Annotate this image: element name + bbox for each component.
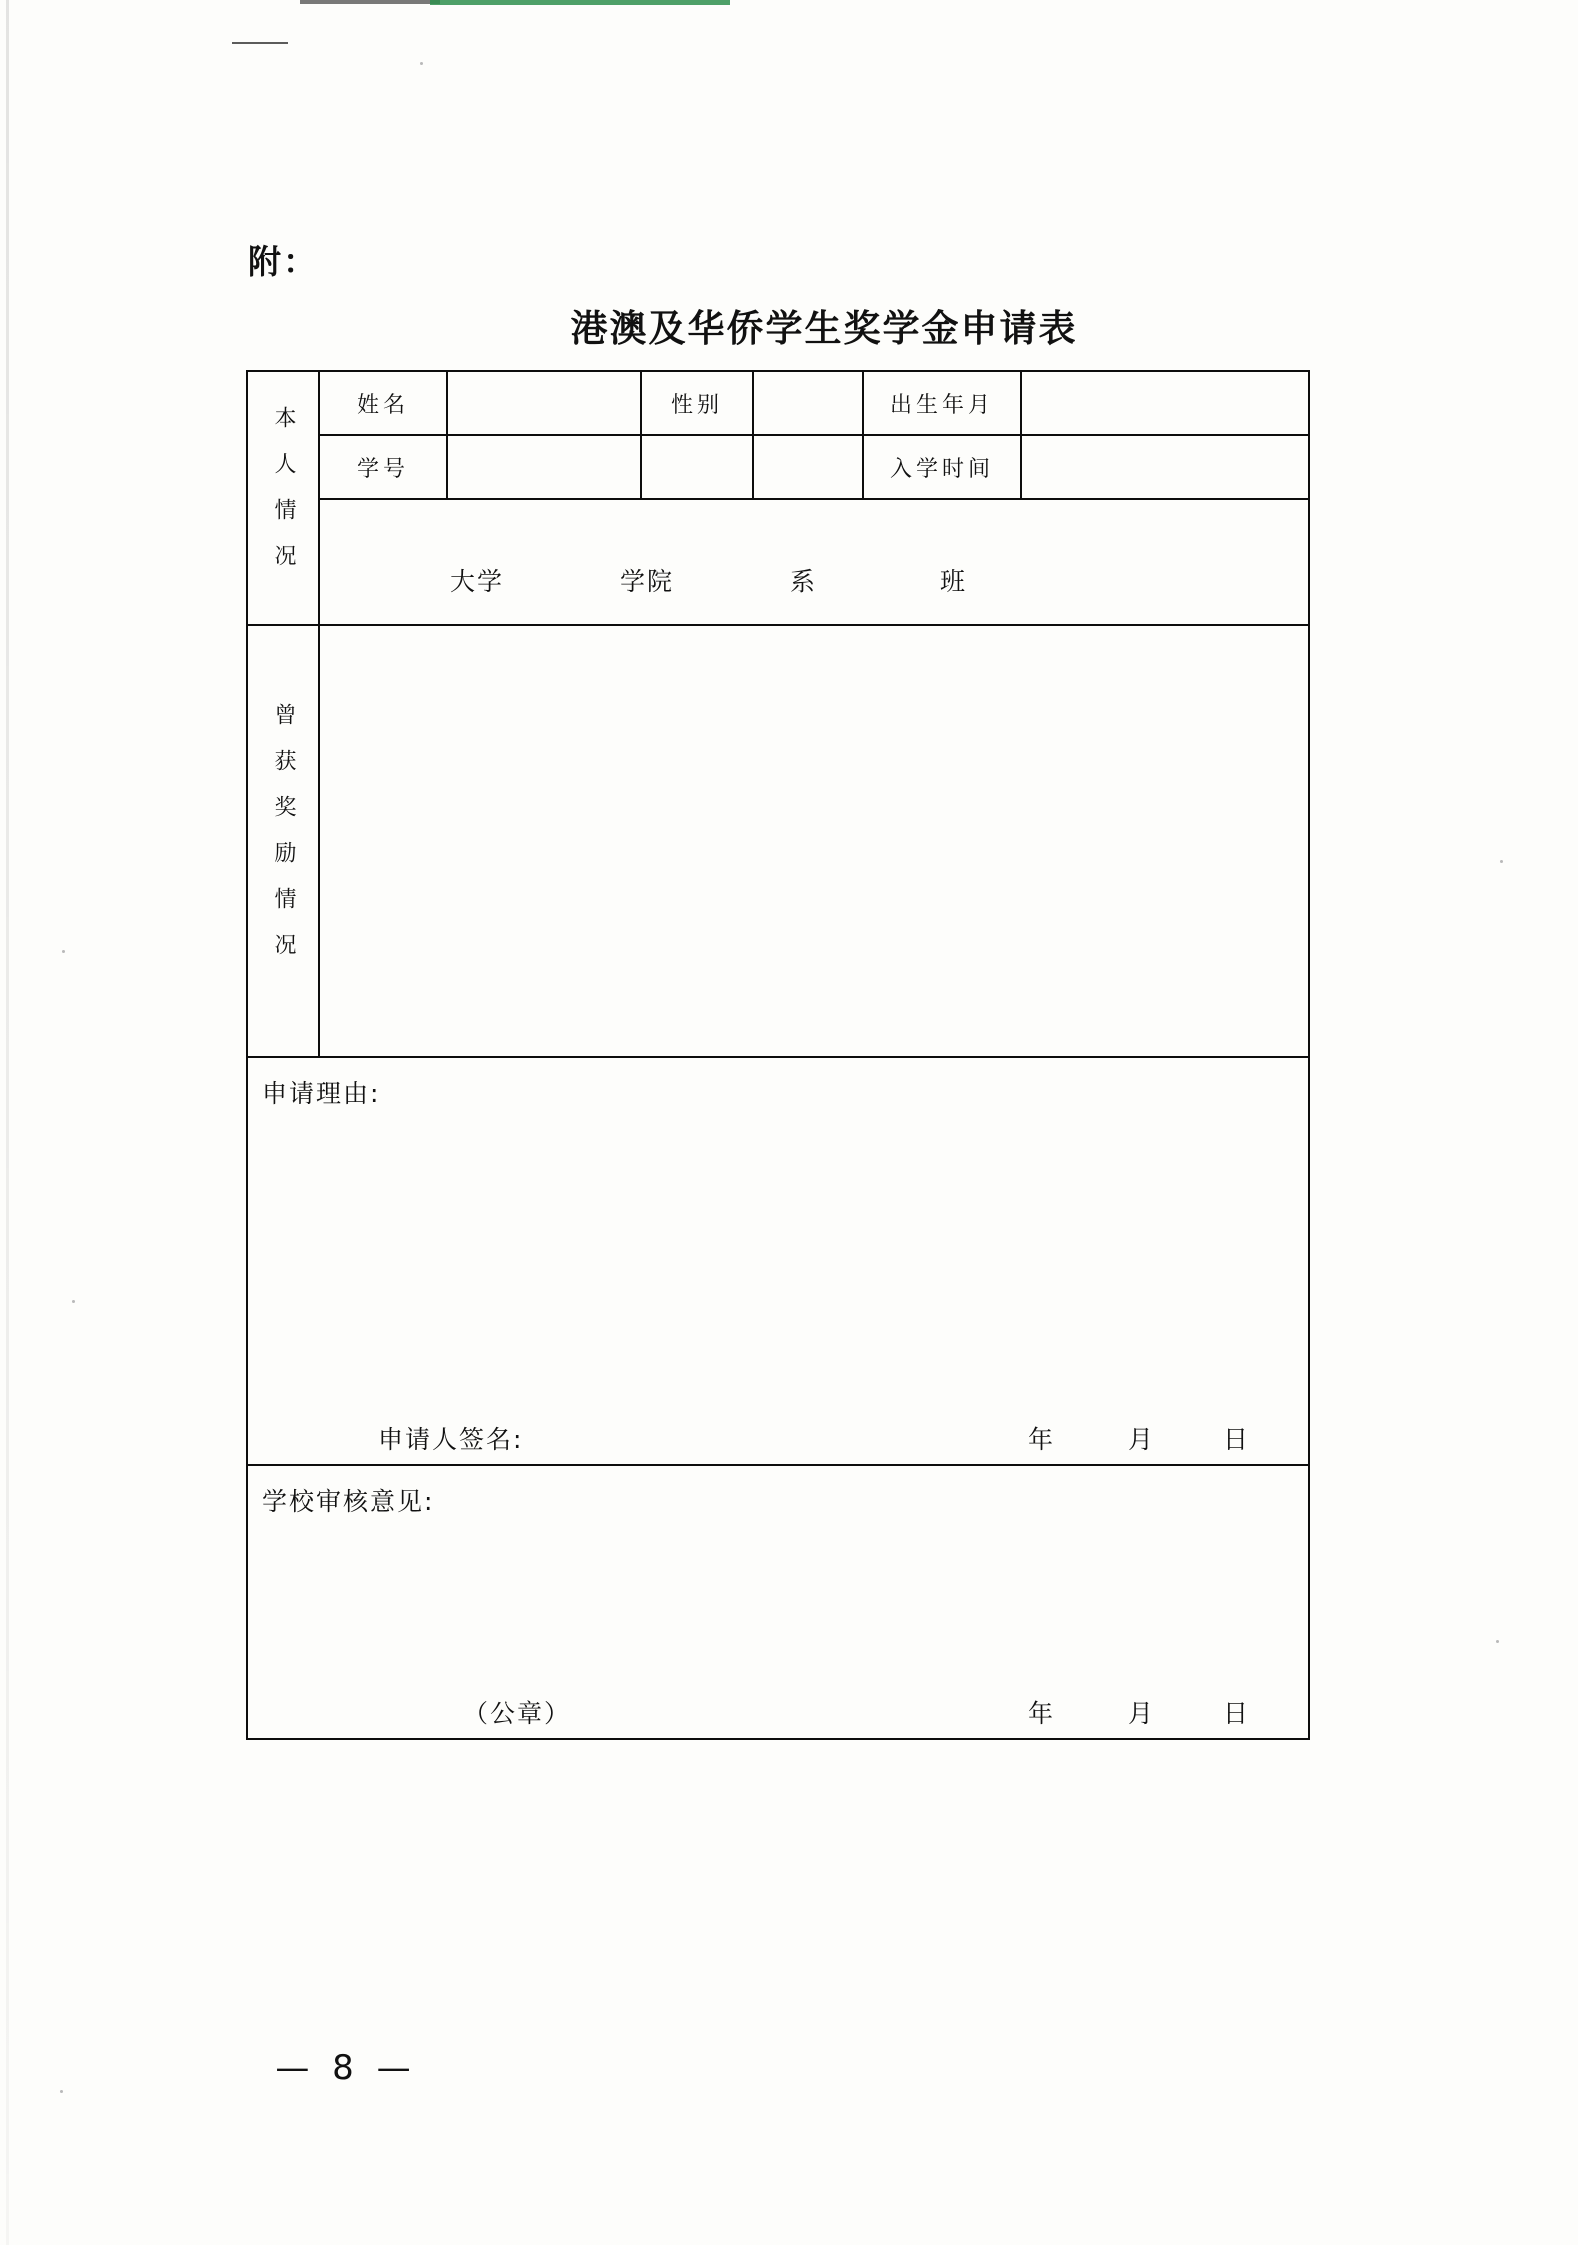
label-year-school: 年 [1028,1699,1054,1728]
label-class: 班 [940,567,968,596]
label-month-school: 月 [1128,1699,1154,1728]
application-reason-area [248,1058,1308,1464]
label-applicant-signature: 申请人签名: [378,1425,524,1454]
fold-mark [232,42,288,44]
page-title-text: 港澳及华侨学生奖学金申请表 [570,307,1078,350]
label-university: 大学 [450,567,505,596]
input-awards-text[interactable] [319,625,1309,1057]
row-label-awards [247,625,319,1057]
official-seal-row [248,1694,1308,1728]
spacer-cell-a [641,435,753,499]
school-review-area [248,1466,1308,1738]
label-official-seal: （公章） [463,1699,572,1728]
label-college: 学院 [620,567,675,596]
label-name: 姓名 [319,371,447,435]
row-label-personal-info-text: 本人情况 [271,406,296,590]
speck [1500,860,1503,863]
input-student-id[interactable] [447,435,641,499]
page-number: — 8 — [275,2048,417,2088]
speck [72,1300,75,1303]
table-row [247,1057,1309,1465]
label-birth-date: 出生年月 [863,371,1021,435]
label-department: 系 [790,567,818,596]
input-birth-date[interactable] [1021,371,1309,435]
label-enrollment-time: 入学时间 [863,435,1021,499]
table-row [247,371,1309,435]
table-row [247,499,1309,625]
school-info-cell[interactable] [319,499,1309,625]
scan-artifact-dark [300,0,440,4]
label-day-applicant: 日 [1223,1425,1249,1454]
table-row [247,1465,1309,1739]
scholarship-application-table [246,370,1310,1740]
label-school-review: 学校审核意见: [262,1487,435,1516]
attachment-label: 附： [248,242,318,281]
page-title [0,298,1578,352]
speck [62,950,65,953]
label-month-applicant: 月 [1128,1425,1154,1454]
school-review-cell[interactable] [247,1465,1309,1739]
label-student-id: 学号 [319,435,447,499]
input-gender[interactable] [753,371,863,435]
spacer-cell-b [753,435,863,499]
label-application-reason: 申请理由: [262,1079,381,1108]
speck [60,2090,63,2093]
label-gender: 性别 [641,371,753,435]
input-enrollment-time[interactable] [1021,435,1309,499]
label-day-school: 日 [1223,1699,1249,1728]
speck [420,62,423,65]
speck [1496,1640,1499,1643]
table-row [247,435,1309,499]
scan-artifact-green [430,0,730,5]
input-name[interactable] [447,371,641,435]
row-label-awards-text: 曾获奖励情况 [271,703,296,979]
label-year-applicant: 年 [1028,1425,1054,1454]
row-label-personal-info [247,371,319,625]
school-line [320,500,1308,624]
applicant-signature-row [248,1420,1308,1454]
table-row [247,625,1309,1057]
application-reason-cell[interactable] [247,1057,1309,1465]
